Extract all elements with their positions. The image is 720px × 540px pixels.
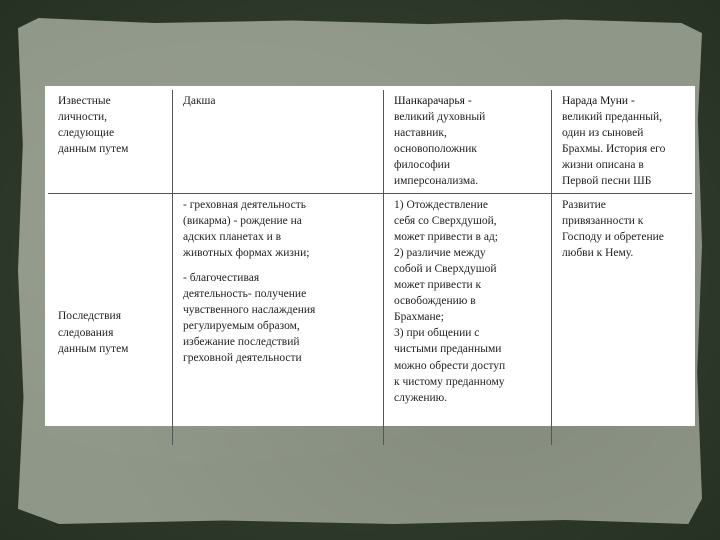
cell-line: Дакша xyxy=(183,95,216,107)
cell-line: любви к Нему. xyxy=(562,246,634,259)
cell-header-label xyxy=(48,90,173,193)
cell-line: деятельность- получение xyxy=(183,288,307,301)
cell-line: Шанкарачарья - xyxy=(394,95,472,107)
cell-line: может привести к xyxy=(394,279,482,292)
cell-line: Известные xyxy=(58,95,111,107)
cell-line: 2) различие между xyxy=(394,246,486,259)
cell-line: философии xyxy=(394,159,450,172)
cell-line: может привести в ад; xyxy=(394,230,498,243)
cell-line: имперсонализма. xyxy=(394,175,479,188)
cell-consequences-daksha xyxy=(173,193,384,445)
cell-line: адских планетах и в xyxy=(183,230,282,243)
table-row-header xyxy=(48,90,692,193)
cell-line: Брахмане; xyxy=(394,311,444,324)
cell-line: животных формах жизни; xyxy=(183,246,310,259)
cell-line: данным путем xyxy=(58,342,129,355)
cell-line: великий преданный, xyxy=(562,111,663,124)
cell-line: к чистому преданному xyxy=(394,375,505,388)
cell-line: греховной деятельности xyxy=(183,352,302,365)
cell-line: себя со Сверхдушой, xyxy=(394,214,497,227)
cell-line: данным путем xyxy=(58,143,129,156)
cell-line: можно обрести доступ xyxy=(394,359,506,372)
cell-line: - благочестивая xyxy=(183,271,260,284)
cell-line: Развитие xyxy=(562,198,606,211)
cell-line: регулируемым образом, xyxy=(183,320,300,333)
cell-line: (викарма) - рождение на xyxy=(183,214,302,227)
cell-line: чувственного наслаждения xyxy=(183,304,316,317)
cell-line: служению. xyxy=(394,391,448,404)
cell-header-daksha xyxy=(173,90,384,193)
cell-line: великий духовный xyxy=(394,111,486,124)
cell-line: Нарада Муни - xyxy=(562,95,635,107)
cell-line: освобождению в xyxy=(394,295,476,308)
cell-line: один из сыновей xyxy=(562,127,644,140)
cell-line: Последствия xyxy=(58,310,121,323)
cell-consequences-narada xyxy=(552,193,693,445)
cell-consequences-label xyxy=(48,193,173,445)
cell-line: - греховная деятельность xyxy=(183,198,306,211)
cell-consequences-shankaracharya xyxy=(384,193,552,445)
cell-line: Брахмы. История его xyxy=(562,143,666,156)
cell-line: 1) Отождествление xyxy=(394,198,488,211)
cell-line: чистыми преданными xyxy=(394,343,502,356)
cell-line: Господу и обретение xyxy=(562,230,664,243)
cell-line: 3) при общении с xyxy=(394,327,480,340)
table xyxy=(48,90,692,445)
cell-line: основоположник xyxy=(394,143,477,156)
table-row-consequences xyxy=(48,193,692,445)
cell-line: избежание последствий xyxy=(183,336,300,349)
spacer xyxy=(183,261,377,270)
comparison-table xyxy=(45,86,695,426)
cell-line: собой и Сверхдушой xyxy=(394,262,497,275)
cell-line: личности, xyxy=(58,111,108,124)
cell-line: привязанности к xyxy=(562,214,644,227)
cell-header-narada xyxy=(552,90,693,193)
cell-line: следования xyxy=(58,326,114,339)
cell-line: наставник, xyxy=(394,127,447,140)
cell-line: жизни описана в xyxy=(562,159,644,172)
cell-header-shankaracharya xyxy=(384,90,552,193)
cell-line: следующие xyxy=(58,127,115,140)
cell-line: Первой песни ШБ xyxy=(562,175,652,188)
